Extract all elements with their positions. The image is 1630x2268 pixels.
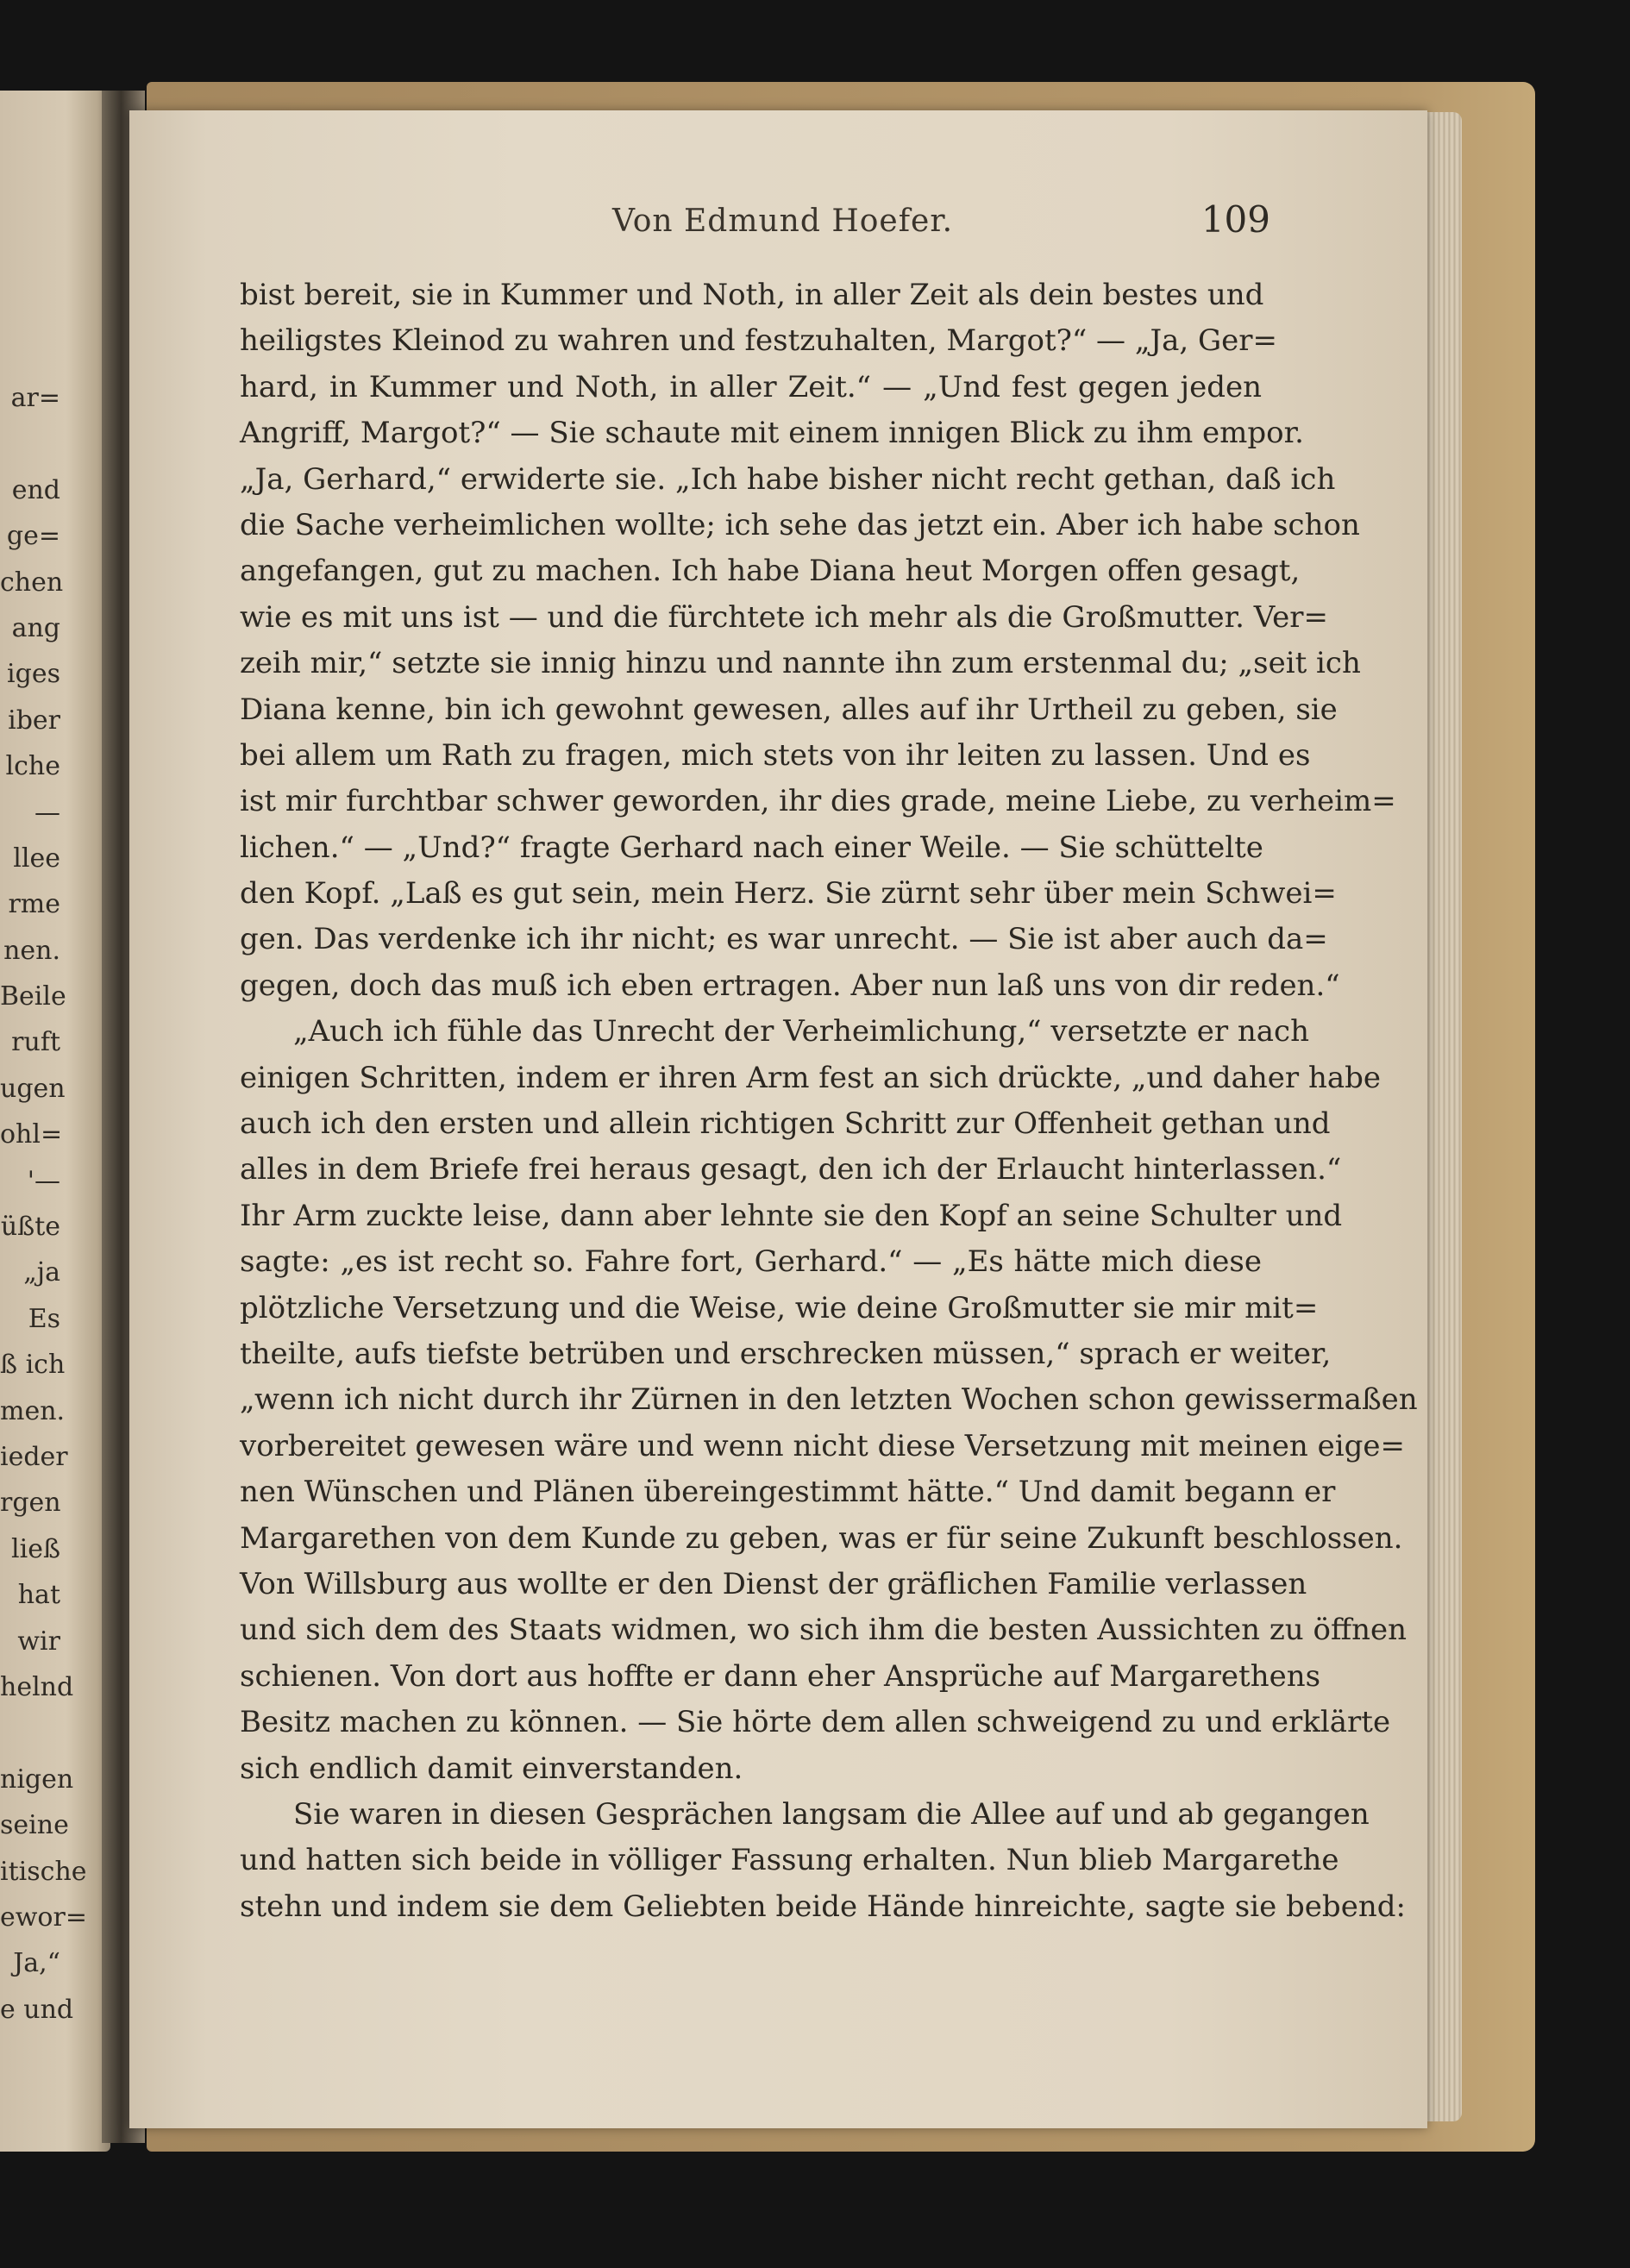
text-line: bist bereit, sie in Kummer und Noth, in aller Zeit als dein bestes und (240, 278, 1264, 312)
previous-page-fragment: ewor= (0, 1901, 87, 1933)
running-head (129, 198, 1427, 255)
text-line: Sie waren in diesen Gesprächen langsam die Allee auf und ab gegangen (293, 1796, 1370, 1832)
text-line: hard, in Kummer und Noth, in aller Zeit.“ — „Und fest gegen jeden (240, 369, 1262, 404)
text-line: sich endlich damit einverstanden. (240, 1751, 743, 1786)
previous-page-fragment: end (11, 474, 60, 505)
text-line: Ihr Arm zuckte leise, dann aber lehnte sie den Kopf an seine Schulter und (240, 1198, 1343, 1233)
text-line: stehn und indem sie dem Geliebten beide Hände hinreichte, sagte sie bebend: (240, 1889, 1406, 1924)
text-line: angefangen, gut zu machen. Ich habe Diana heut Morgen offen gesagt, (240, 554, 1301, 589)
previous-page-fragment: Es (28, 1303, 60, 1334)
text-line: bei allem um Rath zu fragen, mich stets von ihr leiten zu lassen. Und es (240, 737, 1311, 773)
text-line: auch ich den ersten und allein richtigen Schritt zur Offenheit gethan und (240, 1106, 1331, 1142)
text-line: „Ja, Gerhard,“ erwiderte sie. „Ich habe bisher nicht recht gethan, daß ich (240, 461, 1336, 497)
text-line: schienen. Von dort aus hoffte er dann eher Ansprüche auf Margarethens (240, 1658, 1321, 1694)
text-line: nen Wünschen und Plänen übereingestimmt hätte.“ Und damit begann er (240, 1475, 1336, 1510)
previous-page-fragment: hat (17, 1580, 60, 1611)
body-text (240, 273, 1418, 1930)
text-line: gen. Das verdenke ich ihr nicht; es war unrecht. — Sie ist aber auch da= (240, 922, 1328, 957)
previous-page-fragment: nen. (3, 935, 60, 966)
previous-page-fragment: itische (0, 1856, 87, 1887)
previous-page-fragment: iges (7, 659, 60, 690)
text-line: die Sache verheimlichen wollte; ich sehe das jetzt ein. Aber ich habe schon (240, 507, 1360, 542)
previous-page-fragment: helnd (0, 1671, 74, 1702)
text-line: Margarethen von dem Kunde zu geben, was er für seine Zukunft beschlossen. (240, 1520, 1403, 1556)
text-line: „wenn ich nicht durch ihr Zürnen in den letzten Wochen schon gewissermaßen (240, 1382, 1418, 1418)
previous-page (0, 91, 110, 2152)
text-line: einigen Schritten, indem er ihren Arm fest an sich drückte, „und daher habe (240, 1060, 1382, 1095)
previous-page-fragment: e und (0, 1994, 74, 2025)
text-line: sagte: „es ist recht so. Fahre fort, Gerhard.“ — „Es hätte mich diese (240, 1244, 1262, 1280)
previous-page-fragment: ohl= (0, 1119, 63, 1150)
previous-page-fragment: „ja (23, 1257, 60, 1288)
text-line: lichen.“ — „Und?“ fragte Gerhard nach einer Weile. — Sie schüttelte (240, 830, 1263, 865)
previous-page-fragment: men. (0, 1395, 66, 1426)
previous-page-fragment: lche (5, 751, 60, 782)
previous-page-text (0, 375, 87, 2033)
previous-page-fragment: '— (27, 1165, 60, 1196)
previous-page-fragment: rgen (0, 1488, 61, 1519)
text-line: ist mir furchtbar schwer geworden, ihr dies grade, meine Liebe, zu verheim= (240, 784, 1396, 819)
text-line: den Kopf. „Laß es gut sein, mein Herz. Sie zürnt sehr über mein Schwei= (240, 876, 1337, 912)
previous-page-fragment: ar= (10, 383, 60, 413)
text-line: „Auch ich fühle das Unrecht der Verheimlichung,“ versetzte er nach (293, 1014, 1309, 1049)
previous-page-fragment: seine (0, 1810, 69, 1841)
text-line: Angriff, Margot?“ — Sie schaute mit einem innigen Blick zu ihm empor. (240, 416, 1304, 451)
previous-page-fragment: Ja,“ (13, 1948, 60, 1979)
page-number: 109 (1201, 198, 1270, 241)
previous-page-fragment: iber (8, 705, 60, 736)
text-line: wie es mit uns ist — und die fürchtete ich mehr als die Großmutter. Ver= (240, 599, 1329, 635)
text-line: plötzliche Versetzung und die Weise, wie deine Großmutter sie mir mit= (240, 1290, 1319, 1325)
previous-page-fragment: llee (13, 843, 60, 874)
running-title: Von Edmund Hoefer. (612, 204, 954, 239)
previous-page-fragment: wir (17, 1626, 60, 1657)
previous-page-fragment (0, 1710, 60, 1756)
text-line: heiligstes Kleinod zu wahren und festzuhalten, Margot?“ — „Ja, Ger= (240, 323, 1278, 359)
text-line: alles in dem Briefe frei heraus gesagt, den ich der Erlaucht hinterlassen.“ (240, 1152, 1342, 1187)
text-line: gegen, doch das muß ich eben ertragen. Aber nun laß uns von dir reden.“ (240, 968, 1340, 1003)
book-page (129, 110, 1427, 2128)
previous-page-fragment (0, 421, 60, 467)
text-line: und hatten sich beide in völliger Fassung erhalten. Nun blieb Margarethe (240, 1843, 1339, 1878)
previous-page-fragment: Beile (0, 981, 66, 1012)
previous-page-fragment: nigen (0, 1764, 74, 1795)
previous-page-fragment: ieder (0, 1441, 68, 1472)
text-line: vorbereitet gewesen wäre und wenn nicht diese Versetzung mit meinen eige= (240, 1428, 1406, 1463)
previous-page-fragment: ruft (11, 1027, 60, 1058)
previous-page-fragment: ließ (11, 1533, 60, 1564)
previous-page-fragment: ge= (6, 521, 60, 552)
previous-page-fragment: ß ich (0, 1350, 66, 1381)
text-line: Von Willsburg aus wollte er den Dienst der gräflichen Familie verlassen (240, 1566, 1307, 1601)
text-line: theilte, aufs tiefste betrüben und erschrecken müssen,“ sprach er weiter, (240, 1336, 1332, 1371)
text-line: Besitz machen zu können. — Sie hörte dem allen schweigend zu und erklärte (240, 1705, 1391, 1740)
text-line: zeih mir,“ setzte sie innig hinzu und nannte ihn zum erstenmal du; „seit ich (240, 646, 1361, 681)
previous-page-fragment: rme (8, 889, 60, 920)
previous-page-fragment: — (34, 797, 60, 828)
previous-page-fragment: ang (11, 612, 60, 643)
previous-page-fragment: ugen (0, 1073, 66, 1104)
text-line: und sich dem des Staats widmen, wo sich ihm die besten Aussichten zu öffnen (240, 1613, 1407, 1648)
previous-page-fragment: chen (0, 567, 64, 598)
text-line: Diana kenne, bin ich gewohnt gewesen, alles auf ihr Urtheil zu geben, sie (240, 692, 1338, 727)
previous-page-fragment: üßte (0, 1212, 60, 1243)
